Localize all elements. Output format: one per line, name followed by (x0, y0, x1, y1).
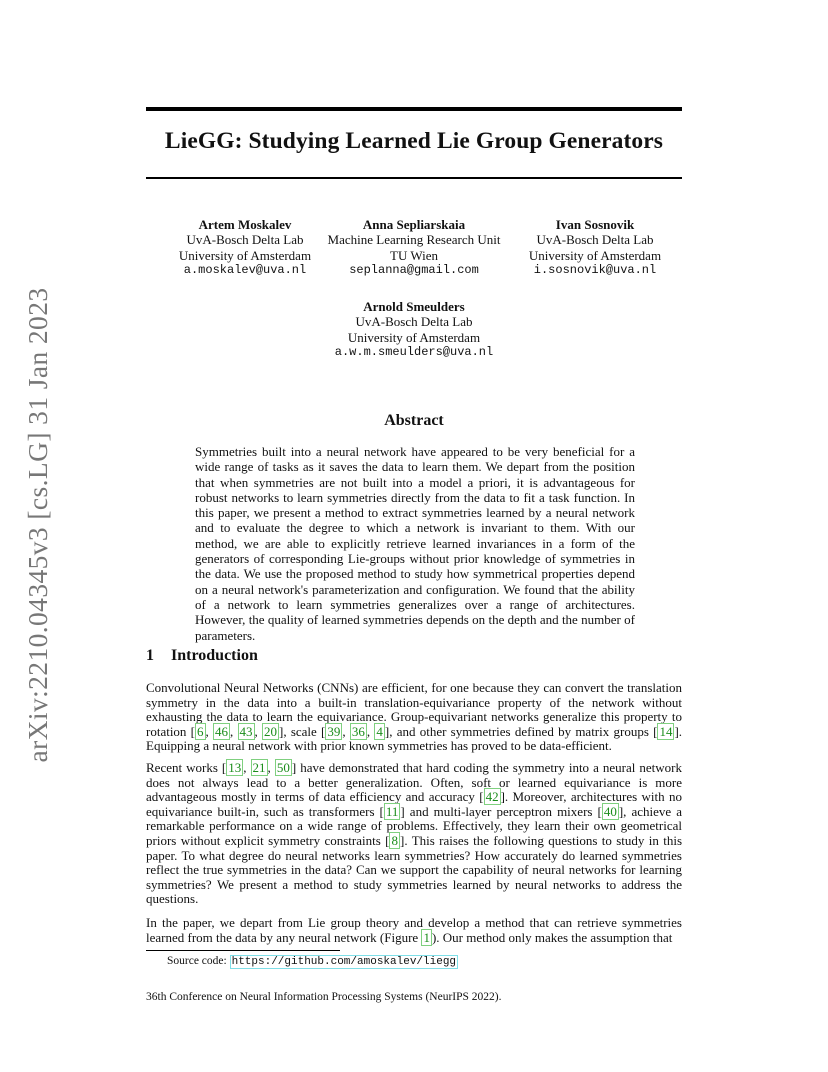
text-run: Convolutional Neural Networks (CNNs) are efficient, for one because they can convert the translation symmetry in the data into a built-in translation-equivariance property of the network without exhausting the data to learn the equivariance. Group-equivariant networks generalize this property to rotation [ (146, 680, 682, 739)
citation-link[interactable]: 4 (376, 723, 383, 739)
author-block (314, 299, 514, 360)
text-run: ). Our method only makes the assumption that (431, 929, 673, 945)
author-affiliation: TU Wien (390, 247, 438, 263)
arxiv-identifier (18, 287, 58, 763)
citation-link[interactable]: 14 (659, 723, 673, 739)
citation-link[interactable]: 42 (485, 789, 499, 805)
author-email: a.moskalev@uva.nl (183, 262, 307, 277)
text-run: Recent works [ (146, 760, 227, 775)
title-bottom-rule (146, 177, 682, 179)
text-run: ] have demonstrated that hard coding the symmetry into a neural network does not always lead to a better generalization. Often, soft or learned equivariance is more advantageous mostly in terms of data efficiency and accuracy [ (146, 760, 682, 805)
author-block (150, 217, 340, 278)
venue-note: 36th Conference on Neural Information Processing Systems (NeurIPS 2022). (146, 991, 502, 1003)
footnote-label: Source code: (167, 955, 230, 967)
author-affiliation: UvA-Bosch Delta Lab (355, 314, 473, 330)
paper-title: LieGG: Studying Learned Lie Group Generators (164, 128, 664, 154)
citation-link[interactable]: 8 (391, 832, 398, 848)
author-affiliation: UvA-Bosch Delta Lab (536, 232, 654, 248)
text-run: ], scale [ (279, 723, 326, 739)
author-email: i.sosnovik@uva.nl (533, 262, 657, 277)
citation-link[interactable]: 39 (327, 723, 341, 739)
footnote (167, 955, 458, 968)
text-run: ], achieve a remarkable performance on a wide range of problems. Effectively, they learn their own geometrical priors without explicit symmetry constraints [ (146, 803, 682, 848)
author-name: Arnold Smeulders (363, 299, 465, 314)
author-name: Artem Moskalev (198, 217, 292, 232)
citation-link[interactable]: 11 (385, 803, 399, 819)
author-email: a.w.m.smeulders@uva.nl (334, 344, 494, 359)
text-run: ]. Moreover, architectures with no equivariance built-in, such as transformers [ (146, 789, 682, 819)
citation-link[interactable]: 36 (351, 723, 365, 739)
footnote-rule (146, 950, 340, 951)
text-run: ]. This raises the following questions to study in this paper. To what degree do neural networks learn symmetries? How accurately do learned symmetries reflect the true symmetries in the data? Can we support the capability of neural networks for learning symmetries? We present a method to study symmetries learned by neural networks to address the questions. (146, 832, 682, 907)
citation-link[interactable]: 50 (276, 760, 290, 775)
citation-link[interactable]: 46 (215, 723, 229, 739)
citation-link[interactable]: 40 (603, 803, 617, 819)
citation-link[interactable]: 43 (239, 723, 253, 739)
intro-paragraph: Recent works [ 13 , 21 , 50 ] have demonstrated that hard coding the symmetry into a neural network does not always lead to a better generalization. Often, soft or learned equivariance is more advantageous mostly in terms of data efficiency and accuracy [ 42 ]. Moreover, architectures with no equivariance built-in, such as transformers [ 11 ] and multi-layer perceptron mixers [ 40 ], achieve a remarkable performance on a wide range of problems. Effectively, they learn their own geometrical priors without explicit symmetry constraints [ 8 ]. This raises the following questions to study in this paper. To what degree do neural networks learn symmetries? How accurately do learned symmetries reflect the true symmetries in the data? Can we support the capability of neural networks for learning symmetries? We present a method to study symmetries learned by neural networks to address the questions. (146, 760, 682, 907)
author-email: seplanna@gmail.com (349, 262, 479, 277)
author-name: Ivan Sosnovik (555, 217, 635, 232)
section-title: Introduction (171, 647, 258, 664)
citation-link[interactable]: 21 (252, 760, 266, 775)
text-run: ] and multi-layer perceptron mixers [ (400, 803, 602, 819)
text-run: ], and other symmetries defined by matrix groups [ (384, 723, 658, 739)
abstract-text: Symmetries built into a neural network have appeared to be very beneficial for a wide range of tasks as it saves the data to learn them. We depart from the position that when symmetries are not built into a model a priori, it is advantageous for robust networks to learn symmetries directly from the data to fit a task function. In this paper, we present a method to extract symmetries learned by a neural network and to evaluate the degree to which a network is invariant to them. With our method, we are able to explicitly retrieve learned invariances in a form of the generators of corresponding Lie-groups without prior knowledge of symmetries in the data. We use the proposed method to study how symmetrical properties depend on a neural network's parameterization and configuration. We found that the ability of a network to learn symmetries generalizes over a range of architectures. However, the quality of learned symmetries depends on the depth and the number of parameters. (195, 444, 635, 643)
author-affiliation: University of Amsterdam (528, 247, 662, 263)
section-number: 1 (146, 647, 154, 664)
title-top-rule (146, 107, 682, 111)
intro-paragraph (146, 916, 682, 945)
author-name: Anna Sepliarskaia (362, 217, 466, 232)
section-heading (146, 647, 258, 665)
citation-link[interactable]: 13 (228, 760, 242, 775)
author-affiliation: UvA-Bosch Delta Lab (186, 232, 304, 248)
author-affiliation: University of Amsterdam (178, 247, 312, 263)
text-run: In the paper, we depart from Lie group theory and develop a method that can retrieve symmetries learned from the data by any neural network (Figure (146, 915, 682, 945)
author-affiliation: Machine Learning Research Unit (327, 232, 501, 248)
figure-link[interactable]: 1 (423, 929, 430, 945)
abstract-heading: Abstract (384, 412, 444, 429)
source-code-link[interactable]: https://github.com/amoskalev/liegg (231, 956, 457, 968)
author-affiliation: University of Amsterdam (347, 329, 481, 345)
citation-link[interactable]: 20 (264, 723, 278, 739)
author-block (510, 217, 680, 278)
text-run: ]. Equipping a neural network with prior known symmetries has proved to be data-efficient. (146, 723, 683, 754)
arxiv-identifier-text: arXiv:2210.04345v3 [cs.LG] 31 Jan 2023 (22, 287, 53, 763)
author-block (314, 217, 514, 278)
citation-link[interactable]: 6 (197, 723, 204, 739)
intro-paragraph: Convolutional Neural Networks (CNNs) are efficient, for one because they can convert the translation symmetry in the data into a built-in translation-equivariance property of the network without exhausting the data to learn the equivariance. Group-equivariant networks generalize this property to rotation [ 6 , 46 , 43 , 20 ], scale [ 39 , 36 , 4 ], and other symmetries defined by matrix groups [ 14 ]. Equipping a neural network with prior known symmetries has proved to be data-efficient. (146, 680, 683, 754)
